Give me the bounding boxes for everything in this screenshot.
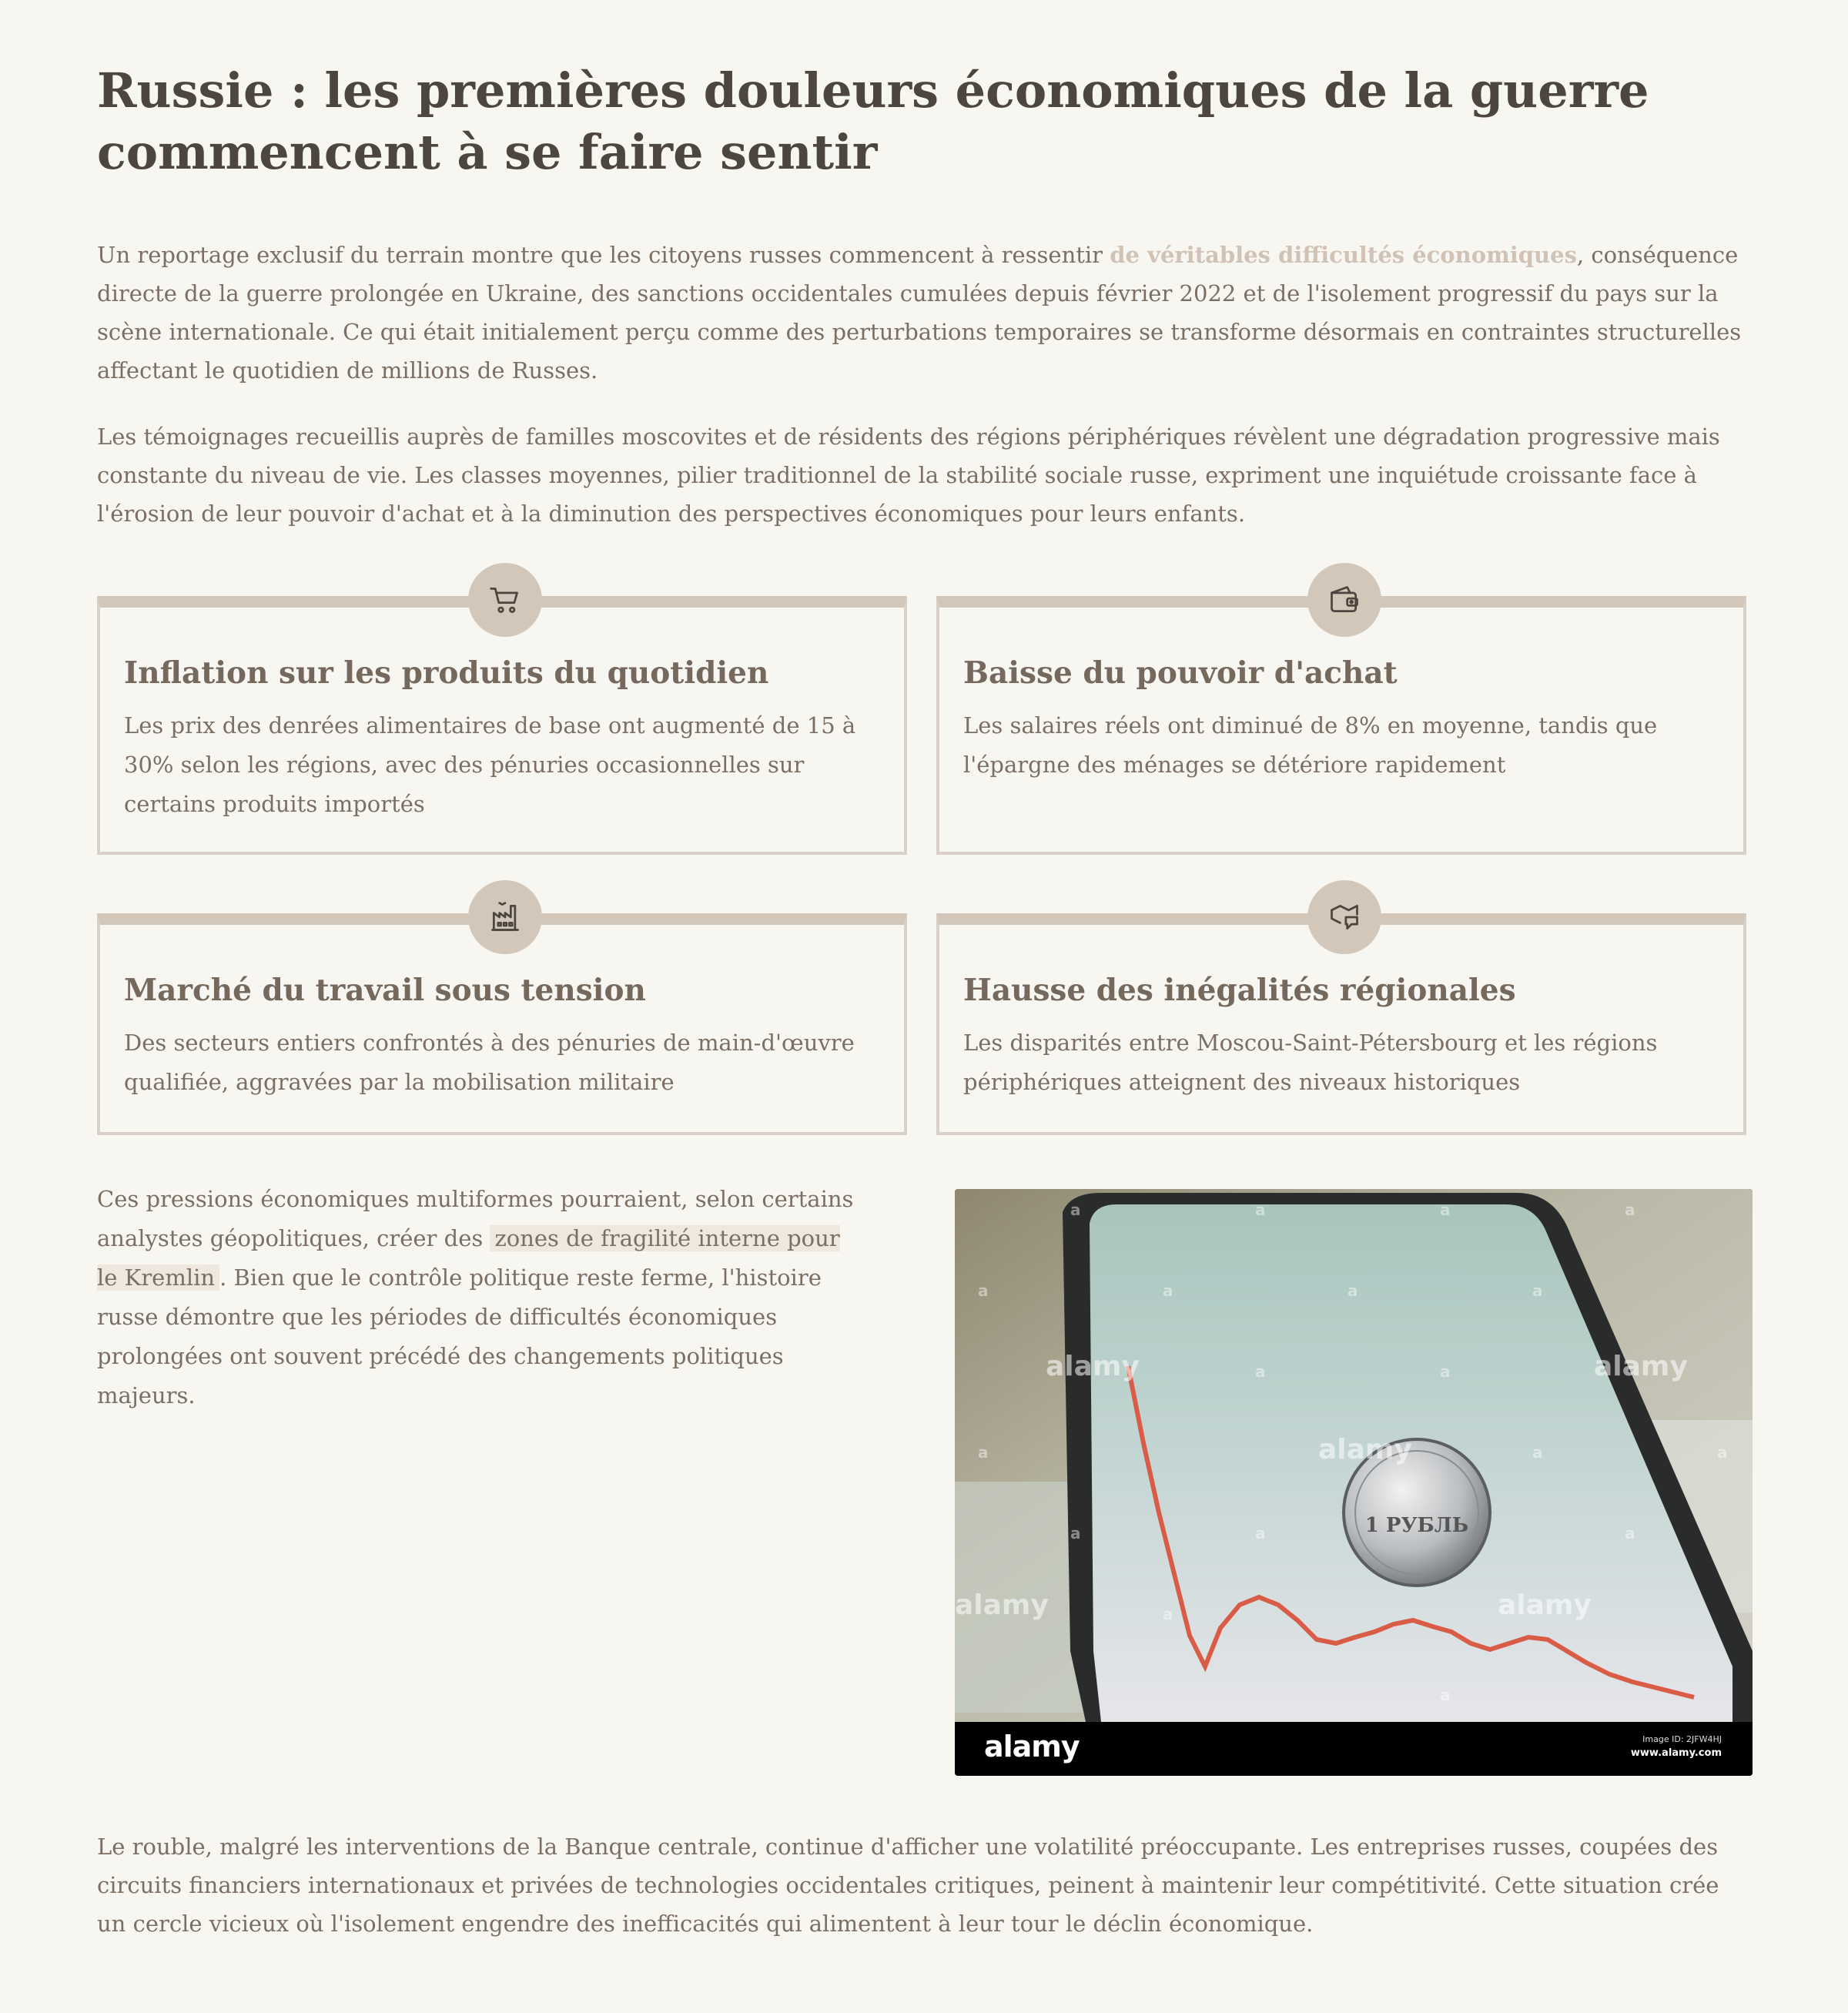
watermark: alamy xyxy=(955,1589,1049,1621)
card-regional-inequality xyxy=(936,913,1746,1135)
testimony-paragraph: Les témoignages recueillis auprès de familles moscovites et de résidents des régions périphériques révèlent une dégradation progressive mais constante du niveau de vie. Les classes moyennes, pilier traditionnel de la stabilité sociale russe, expriment une inquiétude croissante face à l'érosion de leur pouvoir d'achat et à la diminution des perspectives économiques pour leurs enfants. xyxy=(97,424,1720,527)
card-badge xyxy=(468,563,542,637)
wallet-icon xyxy=(1327,583,1361,617)
watermark: alamy xyxy=(1594,1351,1688,1382)
coin-text: 1 РУБЛЬ xyxy=(1364,1514,1469,1537)
watermark-small: a xyxy=(1532,1281,1543,1300)
card-labor-market xyxy=(97,913,907,1135)
ruble-paragraph: Le rouble, malgré les interventions de la Banque centrale, continue d'afficher une volatilité préoccupante. Les entreprises russes, coupées des circuits financiers internationaux et privées de technologies occidentales critiques, peinent à maintenir leur compétitivité. Cette situation crée un cercle vicieux où l'isolement engendre des inefficacités qui alimentent à leur tour le déclin économique. xyxy=(97,1834,1719,1937)
card-text: Les salaires réels ont diminué de 8% en moyenne, tandis que l'épargne des ménages se détériore rapidement xyxy=(963,712,1658,778)
analysis-paragraph xyxy=(97,1180,867,1415)
card-text: Les prix des denrées alimentaires de base ont augmenté de 15 à 30% selon les régions, avec des pénuries occasionnelles sur certains produits importés xyxy=(124,712,856,817)
card-badge xyxy=(468,880,542,954)
card-inflation xyxy=(97,596,907,855)
watermark-small: a xyxy=(1255,1201,1266,1219)
alamy-logo: alamy xyxy=(984,1730,1080,1763)
card-title: Hausse des inégalités régionales xyxy=(963,973,1516,1008)
card-title: Inflation sur les produits du quotidien xyxy=(124,655,769,691)
analysis-text-start: Ces pressions économiques multiformes pourraient, selon certains analystes géopolitiques, créer des xyxy=(97,1186,854,1251)
card-title: Baisse du pouvoir d'achat xyxy=(963,655,1398,691)
photo-credit xyxy=(1631,1734,1722,1759)
watermark-small: a xyxy=(1717,1443,1728,1462)
map-pin-icon xyxy=(1327,900,1361,934)
analysis-text-end: . Bien que le contrôle politique reste ferme, l'histoire russe démontre que les périodes de difficultés économiques prolongées ont souvent précédé des changements politiques majeurs. xyxy=(97,1264,822,1408)
watermark-small: a xyxy=(1163,1281,1173,1300)
card-purchasing-power xyxy=(936,596,1746,855)
watermark-small: a xyxy=(978,1281,989,1300)
watermark: alamy xyxy=(1498,1589,1592,1621)
image-id: Image ID: 2JFW4HJ xyxy=(1642,1734,1722,1744)
intro-text-end: , conséquence directe de la guerre prolongée en Ukraine, des sanctions occidentales cumulées depuis février 2022 et de l'isolement progressif du pays sur la scène internationale. Ce qui était initialement perçu comme des perturbations temporaires se transforme désormais en contraintes structurelles affectant le quotidien de millions de Russes. xyxy=(97,242,1742,384)
watermark: alamy xyxy=(1318,1434,1412,1465)
watermark-small: a xyxy=(1163,1605,1173,1623)
watermark-small: a xyxy=(978,1443,989,1462)
watermark-small: a xyxy=(1070,1201,1081,1219)
card-badge xyxy=(1307,880,1381,954)
intro-text-start: Un reportage exclusif du terrain montre que les citoyens russes commencent à ressentir xyxy=(97,242,1110,268)
card-title: Marché du travail sous tension xyxy=(124,973,646,1008)
card-badge xyxy=(1307,563,1381,637)
watermark-small: a xyxy=(1625,1201,1635,1219)
intro-highlight: de véritables difficultés économiques xyxy=(1110,242,1577,268)
source-url: www.alamy.com xyxy=(1630,1747,1722,1759)
analysis-highlight: zones de fragilité interne pour le Kremlin xyxy=(97,1225,840,1291)
intro-paragraph xyxy=(97,236,1753,390)
watermark-small: a xyxy=(1440,1201,1451,1219)
article-title: Russie : les premières douleurs économiques de la guerre commencent à se faire sentir xyxy=(97,62,1649,180)
card-text: Des secteurs entiers confrontés à des pénuries de main-d'œuvre qualifiée, aggravées par la mobilisation militaire xyxy=(124,1030,855,1095)
watermark-small: a xyxy=(1625,1524,1635,1542)
photo-credit-bar xyxy=(955,1722,1753,1776)
watermark-small: a xyxy=(1532,1443,1543,1462)
card-text: Les disparités entre Moscou-Saint-Pétersbourg et les régions périphériques atteignent des niveaux historiques xyxy=(963,1030,1658,1095)
watermark-small: a xyxy=(1348,1281,1358,1300)
article-photo xyxy=(955,1189,1753,1776)
watermark-small: a xyxy=(1440,1686,1451,1704)
shopping-cart-icon xyxy=(488,583,522,617)
watermark-small: a xyxy=(1440,1362,1451,1381)
watermark-small: a xyxy=(1070,1524,1081,1542)
watermark: alamy xyxy=(1046,1351,1140,1382)
watermark-small: a xyxy=(1255,1362,1266,1381)
factory-icon xyxy=(488,900,522,934)
watermark-small: a xyxy=(1255,1524,1266,1542)
